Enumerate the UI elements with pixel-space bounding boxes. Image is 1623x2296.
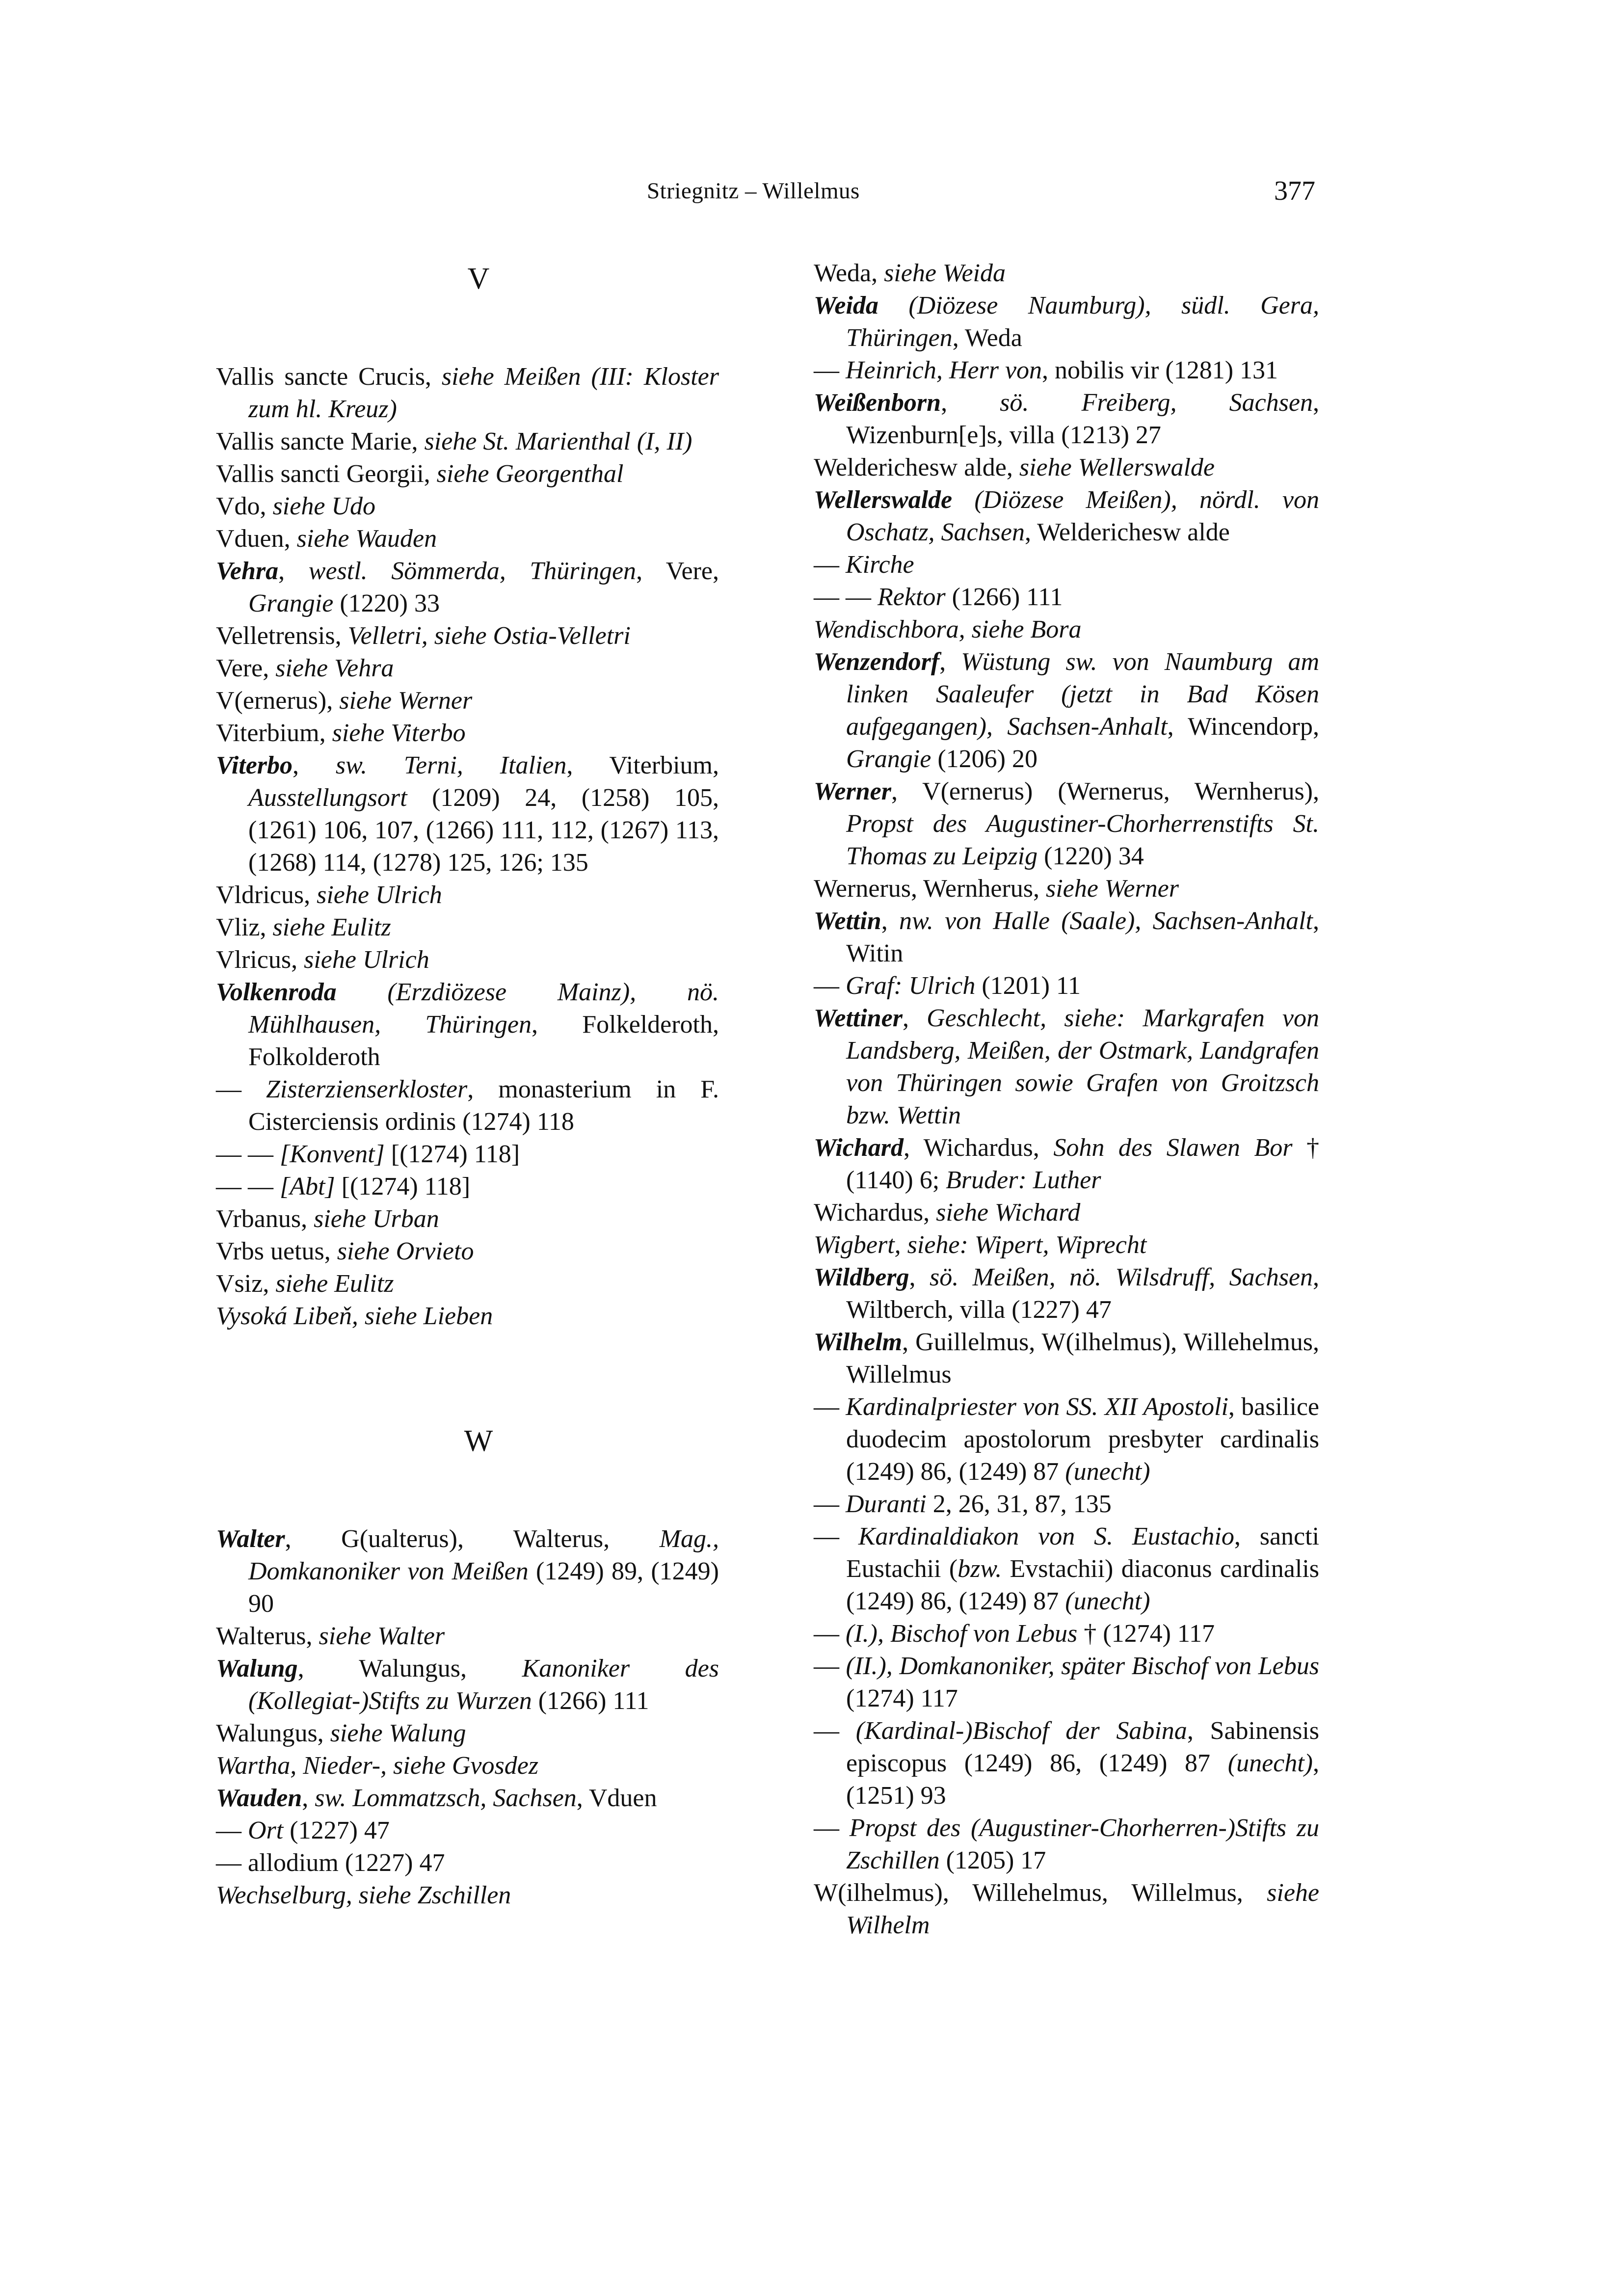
entry-text: Propst des (Augustiner-Chorherren-)Stifts zu Zschillen xyxy=(846,1814,1320,1874)
index-entry xyxy=(216,749,719,879)
entry-text: bzw. xyxy=(958,1555,1002,1583)
entry-text: — xyxy=(814,1393,846,1421)
entry-text: (1274) 117 xyxy=(846,1684,958,1712)
entry-text: siehe Walter xyxy=(319,1622,445,1650)
entry-text: Heinrich, Herr von xyxy=(846,356,1042,384)
entry-headword: Wenzendorf xyxy=(814,648,940,676)
entry-text: siehe Werner xyxy=(1045,875,1179,903)
entry-text: siehe Udo xyxy=(272,492,375,520)
entry-text: Geschlecht, siehe: Markgrafen von Landsberg, Meißen, der Ostmark, Landgrafen von Thüringen sowie Grafen von Groitzsch bzw. Wettin xyxy=(846,1004,1319,1129)
entry-text: Walterus, xyxy=(216,1622,319,1650)
entry-text: , Walungus, xyxy=(297,1655,522,1682)
entry-text: , nobilis vir (1281) 131 xyxy=(1042,356,1278,384)
entry-text: (1209) 24, (1258) 105, (1261) 106, 107, (1266) 111, 112, (1267) 113, (1268) 114, (1278) 125, 126; 135 xyxy=(248,784,719,877)
entry-text: Velletrensis, xyxy=(216,622,348,650)
right-column xyxy=(814,257,1319,1942)
entry-text: Wendischbora, siehe Bora xyxy=(814,615,1082,643)
entry-text: , V(ernerus) (Wernerus, Wernherus), xyxy=(891,777,1319,805)
index-entry xyxy=(814,1715,1319,1812)
index-entry xyxy=(814,354,1319,387)
entry-headword: Walter xyxy=(216,1525,285,1553)
entry-text: siehe Ulrich xyxy=(317,881,442,909)
entry-text: , Weda xyxy=(952,324,1022,352)
entry-text: (Diözese Meißen), nördl. von Oschatz, Sachsen xyxy=(846,486,1319,546)
index-entry xyxy=(216,976,719,1073)
page-number: 377 xyxy=(1274,176,1315,206)
entry-text: siehe Viterbo xyxy=(332,719,466,747)
entry-text: [(1274) 118] xyxy=(384,1140,520,1168)
section-letter-w: W xyxy=(464,1424,493,1458)
entry-text: siehe Weida xyxy=(884,259,1006,287)
index-entry xyxy=(814,1877,1319,1942)
entry-text: (1266) 111 xyxy=(532,1687,649,1715)
entry-text: Vrbanus, xyxy=(216,1205,314,1233)
index-entry xyxy=(216,1717,719,1750)
entry-text: — xyxy=(814,972,846,1000)
entry-text: westl. Sömmerda, Thüringen xyxy=(308,557,637,585)
index-entry xyxy=(814,646,1319,775)
index-entry xyxy=(216,523,719,555)
entry-text: (Erzdiözese Mainz), nö. Mühlhausen, Thüringen xyxy=(248,978,719,1039)
entry-text: (Kardinal-)Bischof der Sabina xyxy=(855,1717,1187,1745)
entry-text: , xyxy=(278,557,309,585)
entry-text: siehe Eulitz xyxy=(272,913,391,941)
section-letter-v: V xyxy=(467,262,490,295)
entry-text: (1205) 17 xyxy=(939,1846,1046,1874)
entry-text: (1220) 33 xyxy=(333,589,440,617)
entry-text: — xyxy=(814,1717,856,1745)
entry-text: siehe Meißen (III: Kloster zum hl. Kreuz) xyxy=(248,363,719,423)
entry-text: (unecht) xyxy=(1227,1749,1313,1777)
entry-text: V(ernerus), xyxy=(216,687,340,715)
entry-text: , Vduen xyxy=(576,1784,657,1812)
entry-text: , Folkelderoth, Folkolderoth xyxy=(248,1011,719,1071)
entry-text: Propst des Augustiner-Chorherrenstifts St. Thomas zu Leipzig xyxy=(846,810,1319,870)
index-entry xyxy=(814,1132,1319,1197)
entry-text: , Wizenburn[e]s, villa (1213) 27 xyxy=(846,389,1319,449)
entry-text: Vrbs uetus, xyxy=(216,1237,337,1265)
entry-text: Vldricus, xyxy=(216,881,317,909)
entry-text: (1227) 47 xyxy=(283,1816,390,1844)
entry-text: Kirche xyxy=(846,551,914,579)
entry-text: — xyxy=(814,551,846,579)
index-entry xyxy=(814,1326,1319,1391)
entry-text: — allodium (1227) 47 xyxy=(216,1849,445,1877)
index-entry xyxy=(814,1650,1319,1715)
entry-text: 2, 26, 31, 87, 135 xyxy=(926,1490,1112,1518)
entry-text: † (1140) 6; xyxy=(846,1134,1320,1194)
index-entry xyxy=(814,484,1319,549)
entry-text: — xyxy=(814,1522,858,1550)
entry-text: siehe St. Marienthal (I, II) xyxy=(424,427,692,455)
entry-text: , basilice duodecim apostolorum presbyter cardinalis (1249) 86, (1249) 87 xyxy=(846,1393,1319,1486)
entry-text: siehe Ulrich xyxy=(304,946,429,974)
entry-text: Zisterzienserkloster xyxy=(266,1075,468,1103)
entry-text: Vysoká Libeň, siehe Lieben xyxy=(216,1302,493,1330)
entry-text: Walungus, xyxy=(216,1719,330,1747)
index-entry xyxy=(216,685,719,717)
entry-text: Kardinalpriester von SS. XII Apostoli xyxy=(846,1393,1228,1421)
entry-headword: Wellerswalde xyxy=(814,486,953,514)
entry-text: (1206) 20 xyxy=(931,745,1038,773)
entry-text: , xyxy=(302,1784,315,1812)
index-entry xyxy=(216,1235,719,1268)
entry-headword: Volkenroda xyxy=(216,978,337,1006)
entry-text: (1220) 34 xyxy=(1038,842,1144,870)
index-entry xyxy=(216,1815,719,1847)
entry-text xyxy=(952,486,974,514)
index-entry xyxy=(216,944,719,976)
entry-text: (I.), Bischof von Lebus xyxy=(846,1620,1078,1648)
entry-headword: Weißenborn xyxy=(814,389,941,417)
entry-text: Ort xyxy=(248,1816,284,1844)
entry-text: Duranti xyxy=(846,1490,927,1518)
entry-text: , xyxy=(939,648,961,676)
entries-v xyxy=(216,361,719,1333)
index-entry xyxy=(814,775,1319,873)
index-entry xyxy=(814,452,1319,484)
entry-text: siehe Urban xyxy=(314,1205,439,1233)
entry-text: , G(ualterus), Walterus, xyxy=(285,1525,660,1553)
index-entry xyxy=(216,1750,719,1782)
entry-text: — xyxy=(814,1490,846,1518)
index-entry xyxy=(814,1261,1319,1326)
entry-text: — — xyxy=(814,583,878,611)
index-entry xyxy=(814,581,1319,614)
entry-headword: Wettin xyxy=(814,907,881,935)
entry-headword: Wilhelm xyxy=(814,1328,903,1356)
entry-text: — — xyxy=(216,1173,280,1201)
index-entry xyxy=(216,717,719,749)
index-entry xyxy=(216,1879,719,1912)
entry-text: , Wiltberch, villa (1227) 47 xyxy=(846,1263,1320,1324)
entry-text: Grangie xyxy=(248,589,334,617)
entry-text: (1266) 111 xyxy=(945,583,1063,611)
index-entry xyxy=(216,426,719,458)
entry-text: Weda, xyxy=(814,259,884,287)
entry-headword: Werner xyxy=(814,777,891,805)
index-entry xyxy=(814,970,1319,1002)
entry-text: Vallis sancte Crucis, xyxy=(216,363,442,391)
index-entry xyxy=(216,652,719,685)
entry-text: , Wincendorp, xyxy=(1167,713,1319,741)
entry-text: Bruder: Luther xyxy=(946,1166,1101,1194)
entry-text: Graf: Ulrich xyxy=(846,972,976,1000)
index-entry xyxy=(216,361,719,426)
index-entry xyxy=(216,555,719,620)
index-entry xyxy=(216,1203,719,1235)
entry-headword: Walung xyxy=(216,1655,298,1682)
entry-headword: Wauden xyxy=(216,1784,302,1812)
index-entry xyxy=(216,1620,719,1653)
entry-text: , Guillelmus, W(ilhelmus), Willehelmus, Willelmus xyxy=(846,1328,1319,1388)
index-entry xyxy=(216,1268,719,1300)
index-entry xyxy=(216,1653,719,1717)
entry-text: siehe Orvieto xyxy=(337,1237,474,1265)
running-head: Striegnitz – Willelmus xyxy=(647,178,860,204)
entry-text: Vdo, xyxy=(216,492,273,520)
entry-headword: Weida xyxy=(814,292,878,320)
entry-text: , xyxy=(881,907,899,935)
entry-text: siehe Georgenthal xyxy=(436,460,624,488)
index-entry xyxy=(814,387,1319,452)
entry-text: Grangie xyxy=(846,745,931,773)
entry-text: Vere, xyxy=(216,654,276,682)
index-entry xyxy=(814,1391,1319,1488)
index-entry xyxy=(814,614,1319,646)
entry-text: sw. Terni, Italien xyxy=(335,751,567,779)
entry-text: (1249) 89, (1249) 90 xyxy=(248,1557,719,1618)
entry-text: Wechselburg, siehe Zschillen xyxy=(216,1881,511,1909)
entry-text: W(ilhelmus), Willehelmus, Willelmus, xyxy=(814,1879,1267,1907)
entry-text: , Sabinensis episcopus (1249) 86, (1249) 87 xyxy=(846,1717,1320,1777)
entry-headword: Vehra xyxy=(216,557,279,585)
index-entry xyxy=(216,1073,719,1138)
index-entry xyxy=(216,458,719,490)
entry-text xyxy=(337,978,388,1006)
entry-text: Welderichesw alde, xyxy=(814,454,1019,481)
entry-headword: Wettiner xyxy=(814,1004,903,1032)
entry-text: Wigbert, siehe: Wipert, Wiprecht xyxy=(814,1231,1147,1259)
entry-text: siehe Wichard xyxy=(936,1199,1081,1227)
entry-text: , xyxy=(909,1263,930,1291)
index-entry xyxy=(814,905,1319,970)
entry-text: Vliz, xyxy=(216,913,273,941)
entry-text: — xyxy=(814,1652,846,1680)
index-entry xyxy=(216,1782,719,1815)
entry-text: , Witin xyxy=(846,907,1319,967)
entry-text: [Abt] xyxy=(280,1173,335,1201)
entry-text: (unecht) xyxy=(1065,1458,1150,1486)
entry-text: siehe Walung xyxy=(330,1719,466,1747)
index-entry xyxy=(216,1523,719,1620)
index-entry xyxy=(216,490,719,523)
entry-text: Wernerus, Wernherus, xyxy=(814,875,1046,903)
index-entry xyxy=(814,1488,1319,1521)
index-entry xyxy=(216,1138,719,1171)
left-column xyxy=(216,233,719,1912)
entry-text: Wartha, Nieder-, siehe Gvosdez xyxy=(216,1752,539,1780)
entry-text: siehe Vehra xyxy=(275,654,394,682)
entry-text: siehe Werner xyxy=(339,687,473,715)
entry-text: [Konvent] xyxy=(280,1140,385,1168)
entry-text: , xyxy=(903,1004,927,1032)
index-entry xyxy=(814,257,1319,290)
entry-text: Vallis sancti Georgii, xyxy=(216,460,437,488)
entry-text: Rektor xyxy=(878,583,946,611)
entry-text xyxy=(878,292,908,320)
index-entry xyxy=(216,1847,719,1879)
entry-text: Vallis sancte Marie, xyxy=(216,427,425,455)
entry-text: (1201) 11 xyxy=(975,972,1081,1000)
entries-right xyxy=(814,257,1319,1942)
entry-text: , Welderichesw alde xyxy=(1024,518,1230,546)
index-entry xyxy=(814,1197,1319,1229)
entry-text: , (1251) 93 xyxy=(846,1749,1319,1810)
entry-headword: Wildberg xyxy=(814,1263,909,1291)
index-entry xyxy=(814,1521,1319,1618)
entry-text: [(1274) 118] xyxy=(335,1173,471,1201)
entry-text: Evstachii) diaconus cardinalis (1249) 86, (1249) 87 xyxy=(846,1555,1319,1615)
entry-text: siehe Eulitz xyxy=(275,1270,394,1298)
entry-text: , Vere, xyxy=(636,557,719,585)
entry-text: — xyxy=(814,1620,846,1648)
entry-text: Sohn des Slawen Bor xyxy=(1053,1134,1293,1162)
entry-text: Viterbium, xyxy=(216,719,332,747)
index-entry xyxy=(814,1812,1319,1877)
entry-text: , xyxy=(941,389,1000,417)
entry-text: , xyxy=(293,751,336,779)
index-entry xyxy=(216,1171,719,1203)
entry-text: Vduen, xyxy=(216,525,297,553)
entry-text: sw. Lommatzsch, Sachsen xyxy=(315,1784,577,1812)
index-entry xyxy=(814,1229,1319,1261)
index-entry xyxy=(216,620,719,652)
entry-text: — xyxy=(216,1075,266,1103)
entry-text: , monasterium in F. Cisterciensis ordinis (1274) 118 xyxy=(248,1075,719,1136)
entry-text: — — xyxy=(216,1140,280,1168)
index-entry xyxy=(814,549,1319,581)
entry-text: , sancti Eustachii ( xyxy=(846,1522,1320,1583)
entry-text: Wichardus, xyxy=(814,1199,936,1227)
entry-text: , Wichardus, xyxy=(904,1134,1054,1162)
entry-text: (Diözese Naumburg), südl. Gera, Thüringen xyxy=(846,292,1319,352)
entry-text: siehe Wellerswalde xyxy=(1019,454,1215,481)
entry-text: nw. von Halle (Saale), Sachsen-Anhalt xyxy=(899,907,1313,935)
entry-text: sö. Meißen, nö. Wilsdruff, Sachsen xyxy=(929,1263,1313,1291)
entry-text: sö. Freiberg, Sachsen xyxy=(1000,389,1313,417)
index-entry xyxy=(814,290,1319,354)
entry-text: Kardinaldiakon von S. Eustachio xyxy=(858,1522,1234,1550)
entry-headword: Wichard xyxy=(814,1134,904,1162)
entry-text: Vlricus, xyxy=(216,946,304,974)
entry-text: Velletri, siehe Ostia-Velletri xyxy=(347,622,631,650)
entry-headword: Viterbo xyxy=(216,751,293,779)
entry-text: — xyxy=(814,1814,850,1842)
index-entry xyxy=(216,879,719,911)
entry-text: siehe Wilhelm xyxy=(846,1879,1319,1939)
entry-text: Kanoniker des (Kollegiat-)Stifts zu Wurzen xyxy=(248,1655,719,1715)
entry-text: Ausstellungsort xyxy=(248,784,407,812)
entry-text: Vsiz, xyxy=(216,1270,276,1298)
entries-w xyxy=(216,1523,719,1912)
index-entry xyxy=(216,911,719,944)
entry-text: (II.), Domkanoniker, später Bischof von Lebus xyxy=(846,1652,1319,1680)
index-entry xyxy=(216,1300,719,1333)
entry-text: , Viterbium, xyxy=(566,751,719,779)
index-entry xyxy=(814,1002,1319,1132)
entry-text: Wüstung sw. von Naumburg am linken Saaleufer (jetzt in Bad Kösen aufgegangen), Sachsen-Anhalt xyxy=(846,648,1319,741)
entry-text: † (1274) 117 xyxy=(1077,1620,1215,1648)
index-entry xyxy=(814,1618,1319,1650)
entry-text: siehe Wauden xyxy=(296,525,437,553)
entry-text: Mag., Domkanoniker von Meißen xyxy=(248,1525,719,1585)
index-entry xyxy=(814,873,1319,905)
entry-text: — xyxy=(216,1816,248,1844)
entry-text: (unecht) xyxy=(1065,1587,1150,1615)
entry-text: — xyxy=(814,356,846,384)
